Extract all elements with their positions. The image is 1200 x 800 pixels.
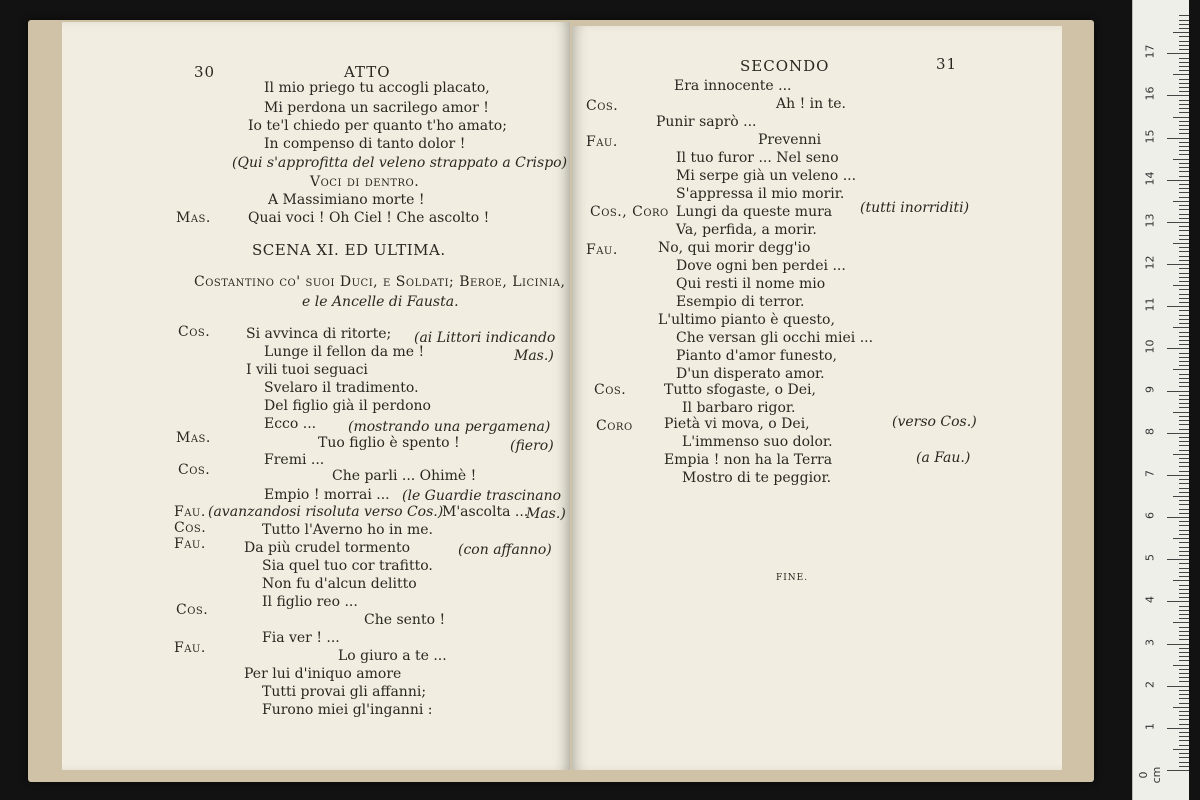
ruler-tick xyxy=(1179,239,1189,240)
left-page xyxy=(62,22,570,770)
stage-direction: (verso Cos.) xyxy=(892,414,977,430)
cast-list: Costantino co' suoi Duci, e Soldati; Beroe, Licinia, xyxy=(194,274,566,290)
ruler-tick xyxy=(1179,133,1189,134)
verse-line: Svelaro il tradimento. xyxy=(264,380,419,396)
ruler-tick xyxy=(1179,273,1189,274)
ruler-label: 3 xyxy=(1143,638,1157,646)
ruler-tick xyxy=(1179,15,1189,16)
ruler-tick xyxy=(1179,736,1189,737)
ruler-tick xyxy=(1179,192,1189,193)
ruler-tick xyxy=(1173,412,1189,413)
ruler-tick xyxy=(1179,171,1189,172)
ruler-tick xyxy=(1179,83,1189,84)
speaker-label: Fau. xyxy=(586,242,618,258)
ruler-tick xyxy=(1179,382,1189,383)
ruler-tick xyxy=(1179,41,1189,42)
ruler-tick xyxy=(1167,53,1189,54)
speaker-label: Cos. xyxy=(178,324,211,340)
stage-direction: Mas.) xyxy=(526,506,566,522)
ruler-tick xyxy=(1179,488,1189,489)
ruler-tick xyxy=(1179,58,1189,59)
ruler-tick xyxy=(1167,601,1189,602)
ruler-tick xyxy=(1179,125,1189,126)
ruler-label: 12 xyxy=(1143,255,1157,270)
ruler-tick xyxy=(1179,673,1189,674)
verse-line: Va, perfida, a morir. xyxy=(676,222,817,238)
ruler-tick xyxy=(1167,728,1189,729)
page-number: 31 xyxy=(936,55,958,73)
ruler-tick xyxy=(1179,323,1189,324)
ruler-tick xyxy=(1179,479,1189,480)
ruler-tick xyxy=(1179,660,1189,661)
ruler-tick xyxy=(1173,74,1189,75)
ruler-tick xyxy=(1179,416,1189,417)
verse-line: Ah ! in te. xyxy=(776,96,846,112)
ruler-tick xyxy=(1173,622,1189,623)
ruler-label: 9 xyxy=(1143,385,1157,393)
stage-direction: (a Fau.) xyxy=(916,450,971,466)
ruler-tick xyxy=(1179,563,1189,564)
ruler-tick xyxy=(1179,542,1189,543)
verse-line: Che versan gli occhi miei ... xyxy=(676,330,874,346)
ruler-tick xyxy=(1179,45,1189,46)
ruler-label: 17 xyxy=(1143,44,1157,59)
verse-line: Tutti provai gli affanni; xyxy=(262,684,427,700)
ruler-tick xyxy=(1179,462,1189,463)
verse-line: A Massimiano morte ! xyxy=(268,192,425,208)
ruler-tick xyxy=(1179,698,1189,699)
ruler-tick xyxy=(1179,36,1189,37)
ruler-tick xyxy=(1179,441,1189,442)
ruler-tick xyxy=(1167,306,1189,307)
ruler-label: 5 xyxy=(1143,554,1157,562)
ruler-tick xyxy=(1179,525,1189,526)
ruler-tick xyxy=(1167,222,1189,223)
ruler-label: 16 xyxy=(1143,86,1157,101)
ruler-tick xyxy=(1179,163,1189,164)
ruler-tick xyxy=(1179,260,1189,261)
ruler-tick xyxy=(1179,724,1189,725)
ruler-tick xyxy=(1179,530,1189,531)
ruler-tick xyxy=(1179,407,1189,408)
stage-direction: (Qui s'approfitta del veleno strappato a Crispo) xyxy=(232,155,568,171)
verse-line: L'immenso suo dolor. xyxy=(682,434,833,450)
verse-line: Mi serpe già un veleno ... xyxy=(676,168,857,184)
verse-line: Dove ogni ben perdei ... xyxy=(676,258,846,274)
ruler-tick xyxy=(1167,770,1189,771)
ruler-tick xyxy=(1179,656,1189,657)
speaker-label: Cos. xyxy=(586,98,619,114)
ruler-tick xyxy=(1179,551,1189,552)
ruler-tick xyxy=(1179,715,1189,716)
ruler-tick xyxy=(1179,374,1189,375)
scene-heading: SCENA XI. ED ULTIMA. xyxy=(252,241,446,259)
running-head: SECONDO xyxy=(740,57,830,75)
ruler-tick xyxy=(1173,580,1189,581)
ruler-tick xyxy=(1179,576,1189,577)
ruler-tick xyxy=(1179,87,1189,88)
ruler-tick xyxy=(1179,310,1189,311)
ruler-label: 2 xyxy=(1143,680,1157,688)
ruler-tick xyxy=(1179,719,1189,720)
ruler-tick xyxy=(1179,669,1189,670)
ruler-tick xyxy=(1179,188,1189,189)
ruler-tick xyxy=(1179,732,1189,733)
verse-line: I vili tuoi seguaci xyxy=(246,362,368,378)
ruler-tick xyxy=(1179,146,1189,147)
ruler-tick xyxy=(1179,353,1189,354)
ruler-tick xyxy=(1179,184,1189,185)
right-page xyxy=(572,26,1062,770)
speaker-label: Cos. xyxy=(594,382,627,398)
ruler-tick xyxy=(1179,336,1189,337)
verse-line: Mostro di te peggior. xyxy=(682,470,832,486)
ruler-tick xyxy=(1179,631,1189,632)
ruler-tick xyxy=(1179,606,1189,607)
ruler-tick xyxy=(1179,450,1189,451)
ruler-label: 15 xyxy=(1143,129,1157,144)
stage-direction: (tutti inorriditi) xyxy=(860,200,970,216)
ruler-tick xyxy=(1179,521,1189,522)
ruler-tick xyxy=(1179,711,1189,712)
ruler-tick xyxy=(1179,256,1189,257)
ruler-tick xyxy=(1179,235,1189,236)
stage-direction: (fiero) xyxy=(510,438,554,454)
ruler-tick xyxy=(1179,214,1189,215)
ruler-tick xyxy=(1179,302,1189,303)
ruler-tick xyxy=(1167,348,1189,349)
ruler-tick xyxy=(1173,369,1189,370)
ruler-tick xyxy=(1179,112,1189,113)
verse-line: Mi perdona un sacrilego amor ! xyxy=(264,100,489,116)
ruler-tick xyxy=(1179,694,1189,695)
ruler-tick xyxy=(1179,332,1189,333)
ruler-tick xyxy=(1179,281,1189,282)
speaker-label: Cos. xyxy=(176,602,209,618)
ruler-tick xyxy=(1173,117,1189,118)
ruler-tick xyxy=(1179,690,1189,691)
verse-line: Prevenni xyxy=(758,132,822,148)
ruler-tick xyxy=(1173,327,1189,328)
ruler-tick xyxy=(1173,665,1189,666)
verse-line: Quai voci ! Oh Ciel ! Che ascolto ! xyxy=(248,210,490,226)
ruler-tick xyxy=(1179,766,1189,767)
ruler-tick xyxy=(1167,138,1189,139)
ruler-tick xyxy=(1179,635,1189,636)
ruler-tick xyxy=(1179,458,1189,459)
ruler-tick xyxy=(1179,150,1189,151)
verse-line: Per lui d'iniquo amore xyxy=(244,666,402,682)
ruler-tick xyxy=(1179,167,1189,168)
ruler-tick xyxy=(1179,28,1189,29)
ruler-tick xyxy=(1179,205,1189,206)
verse-line: Il figlio reo ... xyxy=(262,594,358,610)
ruler-tick xyxy=(1167,686,1189,687)
ruler-tick xyxy=(1167,644,1189,645)
ruler-tick xyxy=(1179,49,1189,50)
end-mark: FINE. xyxy=(776,573,809,583)
verse-line: No, qui morir degg'io xyxy=(658,240,811,256)
ruler-tick xyxy=(1179,100,1189,101)
ruler-tick xyxy=(1179,593,1189,594)
ruler-label: 0 cm xyxy=(1137,766,1163,784)
ruler-tick xyxy=(1179,315,1189,316)
ruler-tick xyxy=(1179,513,1189,514)
verse-line: Il tuo furor ... Nel seno xyxy=(676,150,839,166)
ruler-tick xyxy=(1167,517,1189,518)
ruler-tick xyxy=(1179,568,1189,569)
verse-line: Io te'l chiedo per quanto t'ho amato; xyxy=(248,118,507,134)
ruler-tick xyxy=(1179,218,1189,219)
stage-direction: (con affanno) xyxy=(458,542,552,558)
ruler-tick xyxy=(1179,500,1189,501)
ruler-tick xyxy=(1179,66,1189,67)
ruler-tick xyxy=(1179,627,1189,628)
speaker-label: Coro xyxy=(596,418,633,434)
verse-line: Furono miei gl'inganni : xyxy=(262,702,433,718)
ruler-tick xyxy=(1173,159,1189,160)
ruler-tick xyxy=(1179,399,1189,400)
ruler-label: 7 xyxy=(1143,469,1157,477)
speaker-label: Fau. xyxy=(586,134,618,150)
ruler-tick xyxy=(1179,753,1189,754)
ruler-tick xyxy=(1179,492,1189,493)
ruler-tick xyxy=(1173,496,1189,497)
ruler-tick xyxy=(1173,32,1189,33)
ruler-tick xyxy=(1173,285,1189,286)
stage-direction: (mostrando una pergamena) xyxy=(348,419,551,435)
ruler-tick xyxy=(1179,142,1189,143)
verse-line: Fia ver ! ... xyxy=(262,630,340,646)
ruler-tick xyxy=(1179,589,1189,590)
ruler-tick xyxy=(1179,572,1189,573)
ruler-tick xyxy=(1179,648,1189,649)
verse-line: M'ascolta ... xyxy=(442,504,529,520)
ruler-tick xyxy=(1179,504,1189,505)
cast-list: e le Ancelle di Fausta. xyxy=(302,294,459,310)
ruler-tick xyxy=(1179,277,1189,278)
verse-line: Il barbaro rigor. xyxy=(682,400,796,416)
speaker-label: Cos. xyxy=(178,462,211,478)
verse-line: Punir saprò ... xyxy=(656,114,757,130)
verse-line: Tutto sfogaste, o Dei, xyxy=(664,382,816,398)
ruler-tick xyxy=(1179,614,1189,615)
ruler-tick xyxy=(1179,294,1189,295)
ruler-tick xyxy=(1179,378,1189,379)
stage-direction: (le Guardie trascinano xyxy=(402,488,562,504)
ruler-tick xyxy=(1179,618,1189,619)
verse-line: Che sento ! xyxy=(364,612,446,628)
verse-line: Tuo figlio è spento ! xyxy=(318,435,460,451)
ruler-label: 14 xyxy=(1143,171,1157,186)
ruler-tick xyxy=(1179,757,1189,758)
ruler-tick xyxy=(1179,344,1189,345)
ruler-tick xyxy=(1179,70,1189,71)
ruler-tick xyxy=(1179,129,1189,130)
ruler-label: 8 xyxy=(1143,427,1157,435)
ruler-tick xyxy=(1179,509,1189,510)
verse-line: Ecco ... xyxy=(264,416,317,432)
ruler-tick xyxy=(1173,707,1189,708)
ruler-tick xyxy=(1179,24,1189,25)
ruler-tick xyxy=(1173,538,1189,539)
verse-line: Esempio di terror. xyxy=(676,294,805,310)
verse-line: Lungi da queste mura xyxy=(676,204,833,220)
ruler-tick xyxy=(1179,395,1189,396)
verse-line: Tutto l'Averno ho in me. xyxy=(262,522,433,538)
running-head: ATTO xyxy=(344,63,391,81)
ruler-tick xyxy=(1179,104,1189,105)
ruler-tick xyxy=(1167,264,1189,265)
ruler-tick xyxy=(1167,433,1189,434)
verse-line: Era innocente ... xyxy=(674,78,792,94)
ruler-tick xyxy=(1173,201,1189,202)
verse-line: Pietà vi mova, o Dei, xyxy=(664,416,810,432)
verse-line: Sia quel tuo cor trafitto. xyxy=(262,558,433,574)
ruler-tick xyxy=(1179,471,1189,472)
ruler-tick xyxy=(1179,62,1189,63)
ruler-tick xyxy=(1173,243,1189,244)
ruler-tick xyxy=(1179,289,1189,290)
ruler-tick xyxy=(1179,91,1189,92)
speaker-label: Fau. xyxy=(174,640,206,656)
stage-direction: (ai Littori indicando xyxy=(414,330,556,346)
ruler-tick xyxy=(1179,681,1189,682)
speaker-label: Fau. xyxy=(174,536,206,552)
ruler-tick xyxy=(1179,703,1189,704)
ruler-tick xyxy=(1173,454,1189,455)
verse-line: In compenso di tanto dolor ! xyxy=(264,136,466,152)
ruler-tick xyxy=(1179,197,1189,198)
ruler-tick xyxy=(1179,268,1189,269)
verse-line: Lo giuro a te ... xyxy=(338,648,447,664)
page-number: 30 xyxy=(194,63,216,81)
ruler-tick xyxy=(1173,749,1189,750)
ruler-tick xyxy=(1179,79,1189,80)
ruler-tick xyxy=(1179,230,1189,231)
verse-line: Pianto d'amor funesto, xyxy=(676,348,837,364)
ruler-tick xyxy=(1179,154,1189,155)
verse-line: Del figlio già il perdono xyxy=(264,398,431,414)
ruler-tick xyxy=(1179,652,1189,653)
ruler-tick xyxy=(1167,95,1189,96)
ruler-label: 6 xyxy=(1143,512,1157,520)
verse-line: Non fu d'alcun delitto xyxy=(262,576,417,592)
ruler-tick xyxy=(1179,547,1189,548)
ruler-tick xyxy=(1179,386,1189,387)
ruler-tick xyxy=(1179,762,1189,763)
ruler-tick xyxy=(1179,466,1189,467)
ruler-tick xyxy=(1179,340,1189,341)
ruler-tick xyxy=(1179,226,1189,227)
ruler-tick xyxy=(1179,420,1189,421)
ruler-tick xyxy=(1167,391,1189,392)
ruler-tick xyxy=(1179,597,1189,598)
ruler-tick xyxy=(1179,424,1189,425)
verse-line: Che parli ... Ohimè ! xyxy=(332,468,477,484)
ruler-label: 11 xyxy=(1143,297,1157,312)
ruler-label: 1 xyxy=(1143,722,1157,730)
ruler-tick xyxy=(1179,483,1189,484)
stage-direction: Voci di dentro. xyxy=(310,174,420,190)
ruler-tick xyxy=(1179,534,1189,535)
ruler-label: 13 xyxy=(1143,213,1157,228)
ruler-tick xyxy=(1179,429,1189,430)
stage-direction: (avanzandosi risoluta verso Cos.) xyxy=(208,504,444,520)
verse-line: S'appressa il mio morir. xyxy=(676,186,845,202)
ruler-tick xyxy=(1167,559,1189,560)
verse-line: Da più crudel tormento xyxy=(244,540,411,556)
ruler-tick xyxy=(1179,437,1189,438)
ruler-tick xyxy=(1179,176,1189,177)
verse-line: Il mio priego tu accogli placato, xyxy=(264,80,490,96)
ruler-tick xyxy=(1179,555,1189,556)
ruler-tick xyxy=(1179,585,1189,586)
ruler-tick xyxy=(1179,740,1189,741)
verse-line: Empio ! morrai ... xyxy=(264,487,390,503)
ruler-tick xyxy=(1167,475,1189,476)
verse-line: Empia ! non ha la Terra xyxy=(664,452,833,468)
ruler-label: 4 xyxy=(1143,596,1157,604)
ruler-tick xyxy=(1179,209,1189,210)
ruler-tick xyxy=(1179,298,1189,299)
ruler-tick xyxy=(1179,319,1189,320)
ruler-tick xyxy=(1179,745,1189,746)
ruler-tick xyxy=(1179,365,1189,366)
ruler-tick xyxy=(1179,403,1189,404)
verse-line: D'un disperato amor. xyxy=(676,366,825,382)
ruler-tick xyxy=(1179,251,1189,252)
speaker-label: Fau. xyxy=(174,504,206,520)
verse-line: Si avvinca di ritorte; xyxy=(246,326,392,342)
verse-line: Lunge il fellon da me ! xyxy=(264,344,425,360)
ruler-tick xyxy=(1167,180,1189,181)
ruler-tick xyxy=(1179,357,1189,358)
verse-line: Qui resti il nome mio xyxy=(676,276,826,292)
speaker-label: Cos. xyxy=(174,520,207,536)
ruler-tick xyxy=(1179,20,1189,21)
measurement-ruler xyxy=(1132,0,1189,800)
stage-direction: Mas.) xyxy=(514,348,554,364)
verse-line: L'ultimo pianto è questo, xyxy=(658,312,835,328)
verse-line: Fremi ... xyxy=(264,452,325,468)
ruler-label: 10 xyxy=(1143,339,1157,354)
ruler-tick xyxy=(1179,121,1189,122)
ruler-tick xyxy=(1179,610,1189,611)
ruler-tick xyxy=(1179,361,1189,362)
ruler-tick xyxy=(1179,677,1189,678)
ruler-tick xyxy=(1179,445,1189,446)
ruler-tick xyxy=(1179,247,1189,248)
speaker-label: Mas. xyxy=(176,430,211,446)
ruler-tick xyxy=(1179,108,1189,109)
speaker-label: Cos., Coro xyxy=(590,204,669,220)
ruler-tick xyxy=(1179,639,1189,640)
speaker-label: Mas. xyxy=(176,210,211,226)
